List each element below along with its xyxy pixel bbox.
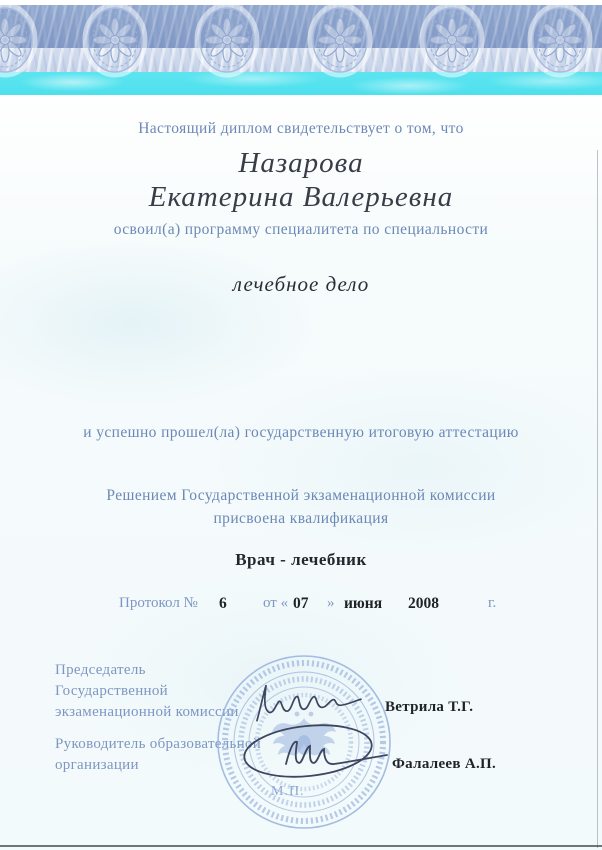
chairman-name: Ветрила Т.Г.: [385, 699, 474, 715]
commission-line-2: присвоена квалификация: [213, 510, 389, 527]
chairman-role-line-1: Председатель: [55, 662, 146, 678]
protocol-from-label: от «: [263, 595, 289, 611]
head-name: Фалалеев А.П.: [392, 756, 497, 772]
qualification-title: Врач - лечебник: [235, 550, 367, 569]
protocol-year: 2008: [408, 595, 439, 612]
protocol-closing-quote: »: [327, 595, 335, 611]
chairman-role-line-2: Государственной: [55, 683, 168, 699]
guilloche-band: [0, 0, 602, 96]
commission-line-1: Решением Государственной экзаменационной комиссии: [106, 487, 496, 504]
program-line: освоил(а) программу специалитета по специальности: [113, 221, 489, 238]
rosette-ornaments: [0, 0, 602, 96]
intro-line: Настоящий диплом свидетельствует о том, что: [138, 120, 464, 137]
scan-edge-bottom: [0, 845, 602, 847]
head-role-line-2: организации: [55, 757, 139, 773]
protocol-number: 6: [219, 595, 227, 612]
seal-place-mark: М.П.: [271, 784, 305, 799]
recipient-last-name: Назарова: [238, 147, 364, 179]
head-role-line-1: Руководитель образовательной: [55, 736, 262, 752]
protocol-year-suffix: г.: [488, 595, 497, 611]
attestation-line: и успешно прошел(ла) государственную итоговую аттестацию: [83, 424, 519, 441]
protocol-line: [0, 595, 602, 617]
protocol-label: Протокол №: [119, 595, 198, 611]
chairman-role-line-3: экзаменационной комиссии: [55, 704, 239, 720]
head-signature: [236, 718, 391, 780]
specialty-name: лечебное дело: [232, 272, 370, 296]
scan-edge-right: [597, 150, 598, 848]
recipient-first-middle-name: Екатерина Валерьевна: [148, 181, 454, 213]
protocol-day: 07: [293, 595, 309, 612]
protocol-month: июня: [344, 595, 383, 612]
